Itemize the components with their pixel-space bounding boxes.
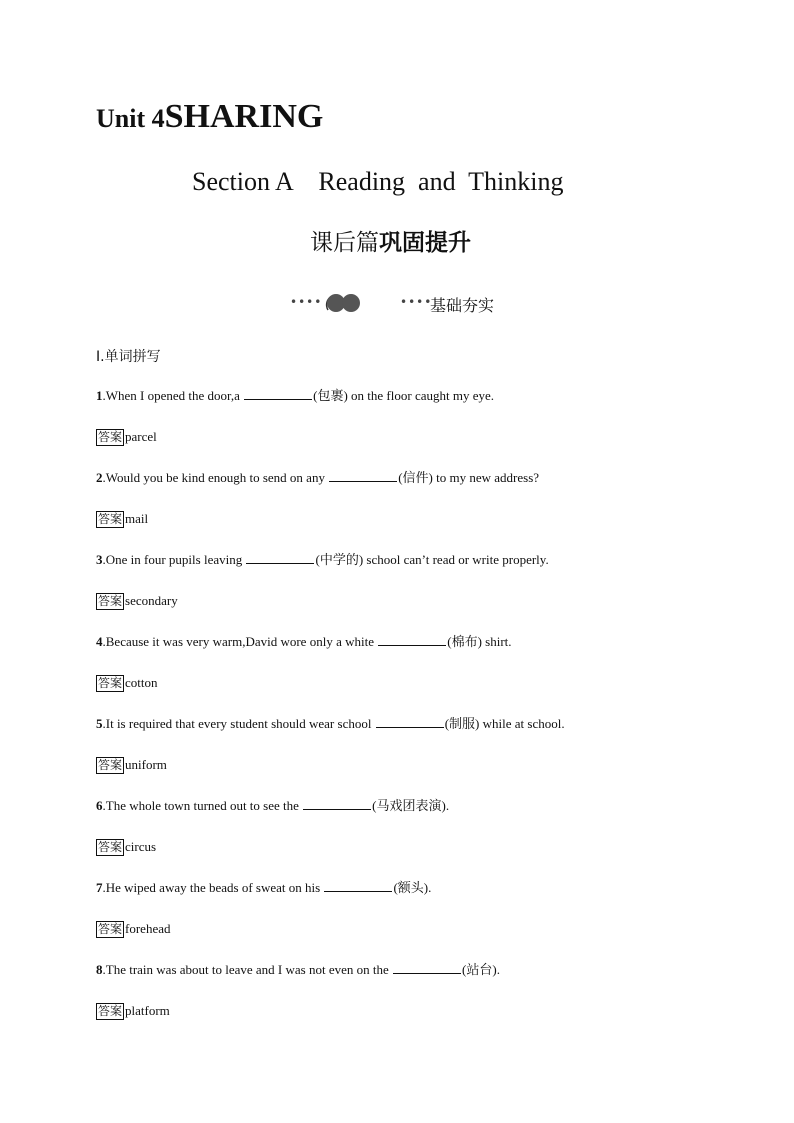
question-hint: (制服) [444, 716, 480, 731]
question-number: 6 [96, 798, 103, 813]
question-item [96, 714, 716, 796]
question-after: . [496, 962, 500, 977]
question-after: . [445, 798, 450, 813]
answer-line [96, 509, 148, 529]
question-item [96, 796, 716, 878]
answer-line [96, 427, 157, 447]
answer-text: forehead [125, 921, 171, 936]
answer-blank [324, 879, 392, 892]
question-after: . [428, 880, 432, 895]
question-hint: (站台) [462, 962, 497, 977]
question-text [96, 796, 449, 816]
question-after: while at school. [479, 716, 565, 731]
part-heading: Ⅰ.单词拼写 [96, 349, 161, 365]
two-circles-icon [322, 290, 366, 316]
unit-number: Unit 4 [96, 104, 165, 133]
question-hint: (中学的) [315, 552, 364, 567]
question-item [96, 550, 716, 632]
answer-blank [244, 387, 312, 400]
answer-line [96, 919, 170, 939]
answer-line [96, 673, 158, 693]
divider-label: 基础夯实 [430, 296, 495, 315]
answer-badge: 答案 [98, 1004, 123, 1018]
question-text [96, 714, 565, 734]
unit-title [96, 100, 323, 134]
question-after: to my new address? [432, 470, 540, 485]
question-item [96, 878, 716, 960]
answer-text: secondary [125, 593, 178, 608]
question-after: on the floor caught my eye. [347, 388, 495, 403]
question-before: .The train was about to leave and I was not even on the [102, 962, 393, 977]
question-text [96, 960, 500, 980]
question-before: .When I opened the door,a [102, 388, 244, 403]
answer-badge: 答案 [98, 430, 123, 444]
question-after: school can’t read or write properly. [363, 552, 549, 567]
question-number: 7 [96, 880, 103, 895]
question-before: .He wiped away the beads of sweat on his [102, 880, 324, 895]
question-number: 2 [96, 470, 103, 485]
question-before: .Because it was very warm,David wore only a white [102, 634, 378, 649]
unit-name: SHARING [164, 98, 324, 135]
answer-blank [378, 633, 446, 646]
answer-badge: 答案 [98, 594, 123, 608]
dots-left-decoration: •••• [290, 295, 323, 309]
question-number: 3 [96, 552, 103, 567]
sub-title-bold: 巩固提升 [379, 230, 471, 256]
answer-blank [329, 469, 397, 482]
question-before: .The whole town turned out to see the [102, 798, 303, 813]
question-before: .It is required that every student should wear school [102, 716, 375, 731]
question-number: 8 [96, 962, 103, 977]
answer-blank [393, 961, 461, 974]
question-before: .Would you be kind enough to send on any [102, 470, 329, 485]
question-text [96, 550, 549, 570]
question-hint: (马戏团表演) [372, 798, 446, 813]
answer-text: circus [125, 839, 157, 854]
question-after: shirt. [481, 634, 512, 649]
answer-badge: 答案 [98, 840, 123, 854]
answer-line [96, 755, 167, 775]
answer-text: cotton [125, 675, 158, 690]
answer-text: mail [125, 511, 149, 526]
question-item [96, 468, 716, 550]
answer-blank [246, 551, 314, 564]
answer-line [96, 837, 156, 857]
question-text [96, 468, 539, 488]
answer-blank [376, 715, 444, 728]
section-title: Section A Reading and Thinking [192, 167, 564, 196]
answer-text: platform [125, 1003, 170, 1018]
sub-title [310, 230, 471, 258]
question-item [96, 386, 716, 468]
question-text [96, 632, 512, 652]
answer-badge: 答案 [98, 512, 123, 526]
question-hint: (信件) [398, 470, 433, 485]
question-list [96, 386, 716, 1042]
answer-blank [303, 797, 371, 810]
section-divider [290, 290, 520, 316]
question-number: 5 [96, 716, 103, 731]
question-text [96, 878, 431, 898]
dots-right-decoration: •••• [400, 295, 433, 309]
question-item [96, 632, 716, 714]
question-text [96, 386, 494, 406]
question-item [96, 960, 716, 1042]
answer-badge: 答案 [98, 676, 123, 690]
answer-badge: 答案 [98, 922, 123, 936]
answer-line [96, 1001, 170, 1021]
question-number: 1 [96, 388, 103, 403]
question-hint: (包裹) [313, 388, 348, 403]
question-hint: (棉布) [447, 634, 482, 649]
question-hint: (额头) [393, 880, 429, 895]
answer-text: parcel [125, 429, 157, 444]
answer-line [96, 591, 178, 611]
answer-badge: 答案 [98, 758, 123, 772]
answer-text: uniform [125, 757, 167, 772]
question-before: .One in four pupils leaving [102, 552, 246, 567]
question-number: 4 [96, 634, 103, 649]
sub-title-normal: 课后篇 [310, 230, 379, 256]
